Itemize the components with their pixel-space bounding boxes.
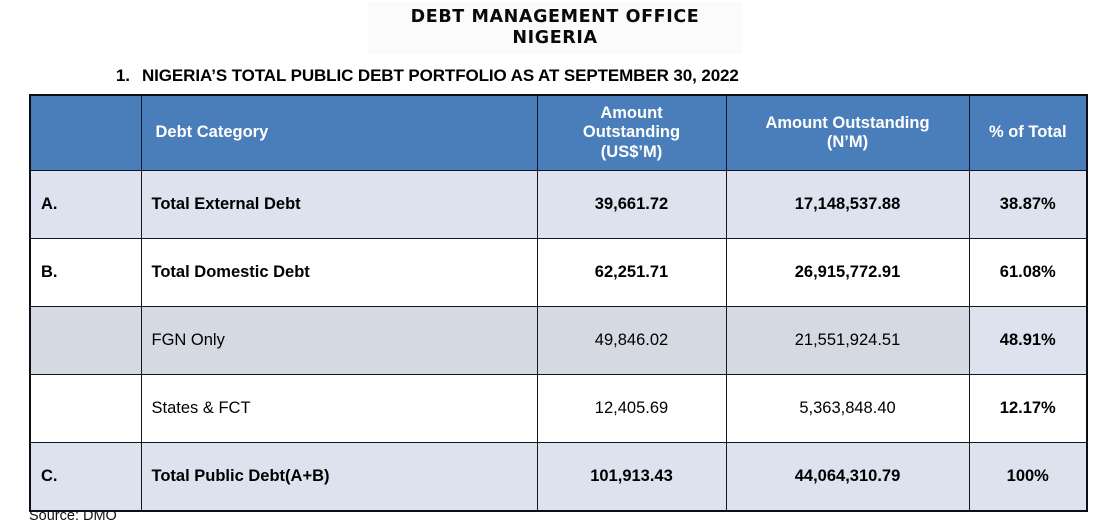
header-amount-usd-line2: Outstanding (582, 123, 681, 142)
header-label-col (30, 95, 141, 171)
row-ngn-b: 26,915,772.91 (726, 239, 969, 307)
row-label-a: A. (30, 171, 141, 239)
source-note: Source: DMO (29, 508, 117, 524)
row-usd-fgn: 49,846.02 (537, 307, 726, 375)
page-title (0, 66, 1120, 86)
row-label-c: C. (30, 443, 141, 511)
table-header-row (30, 95, 1087, 171)
row-percent-a: 38.87% (969, 171, 1087, 239)
row-category-b: Total Domestic Debt (141, 239, 537, 307)
row-usd-b: 62,251.71 (537, 239, 726, 307)
table-row (30, 171, 1087, 239)
title-text: NIGERIA’S TOTAL PUBLIC DEBT PORTFOLIO AS AT SEPTEMBER 30, 2022 (142, 66, 739, 85)
table-body (30, 171, 1087, 511)
row-percent-c: 100% (969, 443, 1087, 511)
row-category-c: Total Public Debt(A+B) (141, 443, 537, 511)
header-amount-usd-line1: Amount (600, 104, 663, 123)
header-percent-of-total: % of Total (969, 95, 1087, 171)
row-label-b: B. (30, 239, 141, 307)
table-row (30, 239, 1087, 307)
row-percent-fgn: 48.91% (969, 307, 1087, 375)
debt-table-container (29, 94, 1086, 512)
header-amount-usd-line3: (US$’M) (600, 142, 663, 161)
row-ngn-c: 44,064,310.79 (726, 443, 969, 511)
header-amount-usd (537, 95, 726, 171)
row-percent-states: 12.17% (969, 375, 1087, 443)
header-amount-ngn-line2: (N’M) (826, 133, 869, 151)
header-debt-category: Debt Category (141, 95, 537, 171)
row-category-fgn: FGN Only (141, 307, 537, 375)
public-debt-table (29, 94, 1088, 512)
row-ngn-states: 5,363,848.40 (726, 375, 969, 443)
table-row (30, 375, 1087, 443)
row-usd-c: 101,913.43 (537, 443, 726, 511)
row-ngn-fgn: 21,551,924.51 (726, 307, 969, 375)
table-row (30, 443, 1087, 511)
header-amount-ngn (726, 95, 969, 171)
title-number: 1. (115, 66, 130, 85)
row-percent-b: 61.08% (969, 239, 1087, 307)
table-row (30, 307, 1087, 375)
row-label-states (30, 375, 141, 443)
row-usd-a: 39,661.72 (537, 171, 726, 239)
row-usd-states: 12,405.69 (537, 375, 726, 443)
masthead-logo-box (368, 2, 742, 54)
row-label-fgn (30, 307, 141, 375)
row-category-a: Total External Debt (141, 171, 537, 239)
masthead-line-2: NIGERIA (512, 28, 598, 48)
masthead-line-1: DEBT MANAGEMENT OFFICE (410, 6, 700, 27)
header-amount-ngn-line1: Amount Outstanding (765, 113, 930, 132)
row-category-states: States & FCT (141, 375, 537, 443)
row-ngn-a: 17,148,537.88 (726, 171, 969, 239)
table-header (30, 95, 1087, 171)
